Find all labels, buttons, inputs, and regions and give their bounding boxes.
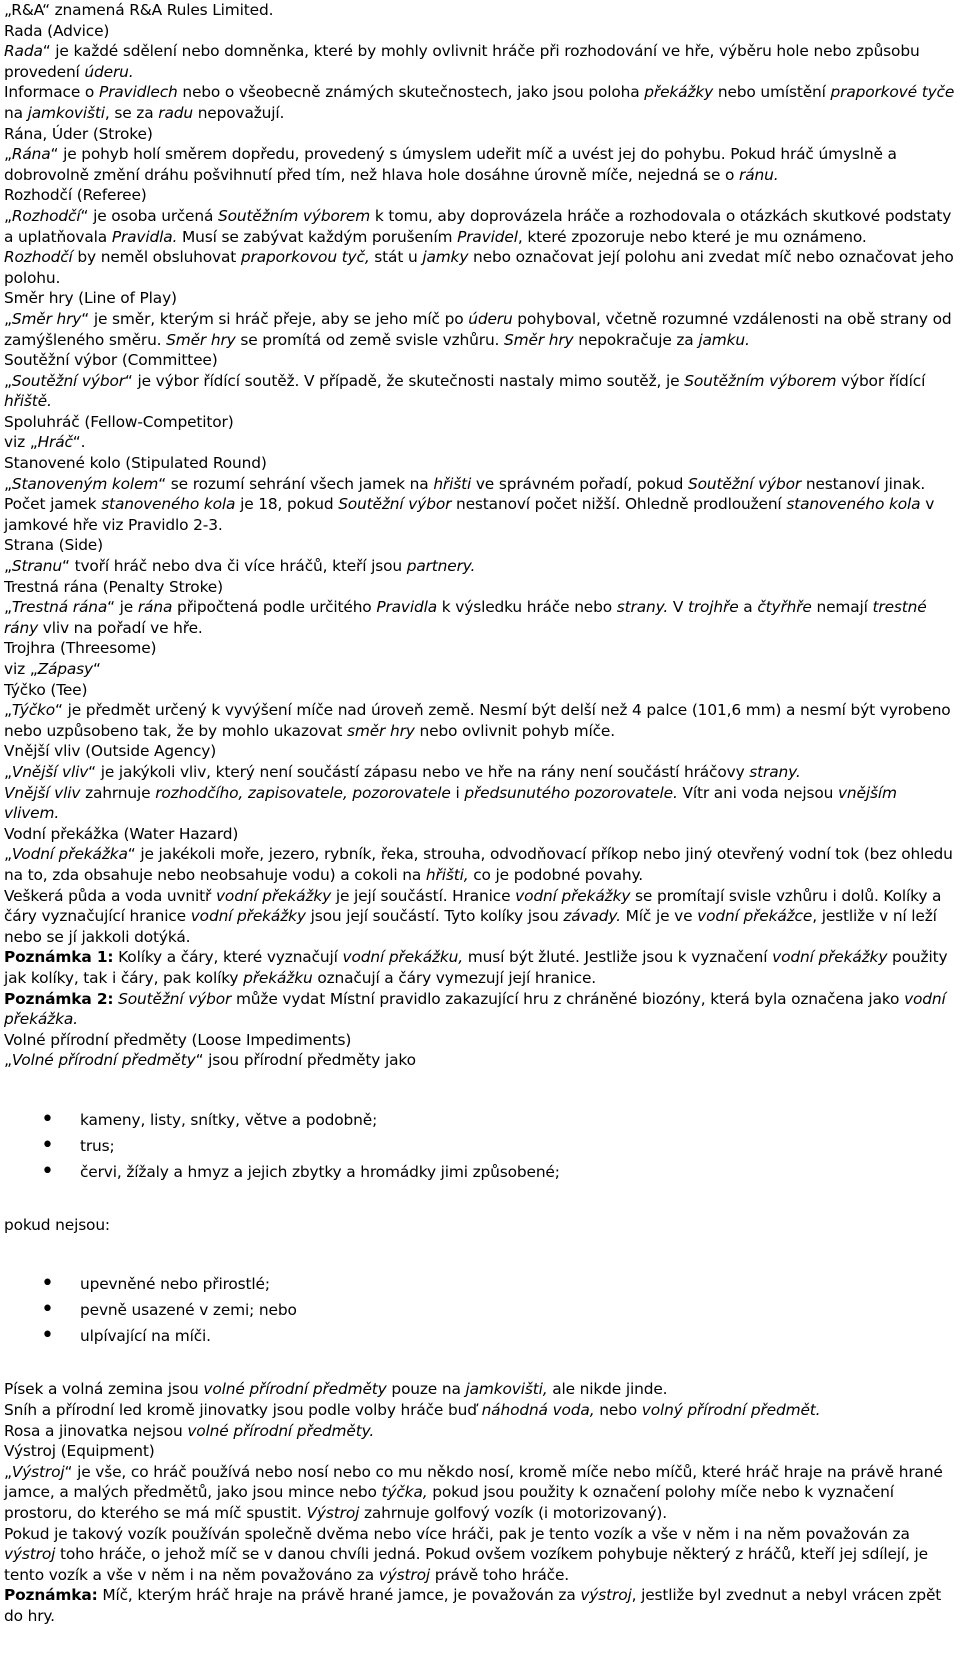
text-run: Rozhodčí (Referee)	[4, 186, 147, 205]
text-run: připočtená podle určitého	[172, 598, 377, 617]
italic-term: týčka,	[381, 1483, 428, 1502]
text-run: Rada (Advice)	[4, 21, 110, 40]
text-run: zahrnuje	[80, 783, 156, 802]
text-run: Vodní překážka (Water Hazard)	[4, 824, 239, 843]
text-run: „	[4, 598, 12, 617]
text-run: Sníh a přírodní led kromě jinovatky jsou podle volby hráče buď	[4, 1401, 482, 1420]
text-run: nepovažují.	[192, 103, 285, 122]
text-run: Míč je ve	[620, 907, 698, 926]
heading-threesome	[4, 638, 956, 659]
side-definition	[4, 556, 956, 577]
text-run: „	[4, 701, 12, 720]
text-run: zahrnuje golfový vozík (i motorizovaný).	[359, 1504, 667, 1523]
text-run: a	[738, 598, 758, 617]
bold-text: Poznámka 2:	[4, 989, 114, 1008]
spacer	[4, 1185, 956, 1215]
text-run: může vydat Místní pravidlo zakazující hru z chráněné biozóny, která byla označena jako	[231, 989, 905, 1008]
italic-term: Rozhodčí	[4, 248, 73, 267]
text-run: „	[4, 371, 12, 390]
text-run: Musí se zabývat každým porušením	[177, 227, 458, 246]
fellow-competitor-definition	[4, 432, 956, 453]
italic-term: Volné přírodní předměty	[11, 1051, 196, 1070]
italic-term: jamku.	[698, 330, 750, 349]
text-run: , jestliže v ní leží nebo se jí jakkoli dotýká.	[4, 907, 937, 946]
text-run: by neměl obsluhovat	[72, 248, 241, 267]
list-item: • ulpívající na míči.	[4, 1323, 956, 1349]
italic-term: Směr hry	[504, 330, 574, 349]
text-run: Volné přírodní předměty (Loose Impediments)	[4, 1030, 352, 1049]
italic-term: Stanoveným kolem	[11, 474, 159, 493]
text-run: nestanoví jinak. Počet jamek	[4, 474, 926, 514]
italic-term: vodní překážky	[190, 907, 306, 926]
italic-term: partnery.	[406, 557, 476, 576]
italic-term: jamkovišti,	[465, 1380, 548, 1399]
italic-term: úderu.	[84, 62, 134, 81]
text-run: „	[4, 557, 12, 576]
text-run: „	[4, 309, 12, 328]
text-run: výbor řídící	[836, 371, 926, 390]
italic-term: Rána	[11, 145, 51, 164]
text-run: „	[4, 1462, 12, 1481]
italic-term: Směr hry	[11, 309, 82, 328]
text-run: , které zpozoruje nebo které je mu oznámeno.	[517, 227, 867, 246]
text-run: , jestliže byl zvednut a nebyl vrácen zpět do hry.	[4, 1586, 942, 1625]
text-run: “ je každé sdělení nebo domněnka, které by mohly ovlivnit hráče při rozhodování ve hře, výběru hole nebo způsobu provedení	[4, 42, 920, 81]
text-run: “ je jakýkoli vliv, který není součástí zápasu nebo ve hře na rány není součástí hráčovy	[88, 762, 750, 781]
list-item: • upevněné nebo přirostlé;	[4, 1271, 956, 1297]
text-run: „	[4, 845, 12, 864]
text-run: “ je směr, kterým si hráč přeje, aby se jeho míč po	[81, 309, 469, 328]
italic-term: úderu	[468, 309, 513, 328]
text-run: v jamkové hře viz Pravidlo 2-3.	[4, 495, 935, 534]
heading-committee	[4, 350, 956, 371]
text-run: označují a čáry vymezují její hranice.	[312, 968, 597, 987]
italic-term: vodní překážky	[515, 886, 631, 905]
italic-term: rána	[137, 598, 173, 617]
list-item: • trus;	[4, 1133, 956, 1159]
text-run: viz „	[4, 660, 38, 678]
loose-impediments-list	[4, 1107, 956, 1185]
heading-water-hazard	[4, 824, 956, 845]
text-run: nebo označovat její polohu ani zvedat míč nebo označovat jeho polohu.	[4, 248, 954, 287]
italic-term: Zápasy	[37, 660, 93, 678]
text-run: k výsledku hráče nebo	[437, 598, 617, 617]
italic-term: rozhodčího, zapisovatele, pozorovatele	[155, 783, 451, 802]
italic-term: Hráč	[37, 433, 73, 452]
text-run: jsou její součástí. Tyto kolíky jsou	[305, 907, 564, 926]
text-run: na	[4, 103, 28, 122]
text-run: i	[450, 783, 465, 802]
spacer	[4, 1071, 956, 1107]
italic-term: jamky	[422, 248, 469, 267]
italic-term: volný přírodní předmět.	[641, 1401, 821, 1420]
text-run: nebo umístění	[713, 83, 831, 102]
text-run: „	[4, 762, 12, 781]
italic-term: Soutěžní výbor	[118, 989, 232, 1008]
list-item: • pevně usazené v zemi; nebo	[4, 1297, 956, 1323]
text-run: nebo o všeobecně známých skutečnostech, jako jsou poloha	[177, 83, 645, 102]
italic-term: Výstroj	[11, 1462, 65, 1481]
heading-referee	[4, 185, 956, 206]
text-run: „R&A“ znamená R&A Rules Limited.	[4, 1, 274, 19]
italic-term: strany.	[749, 762, 801, 781]
text-run: Kolíky a čáry, které vyznačují	[113, 948, 343, 967]
text-run: “ je výbor řídící soutěž. V případě, že skutečnosti nastaly mimo soutěž, je	[124, 371, 685, 390]
italic-term: Pravidlech	[98, 83, 178, 102]
heading-side	[4, 535, 956, 556]
text-run: “ je	[107, 598, 138, 617]
text-run: “ je pohyb holí směrem dopředu, provedený s úmyslem udeřit míč a uvést jej do pohybu. Pokud hráč úmyslně a dobrovolně změní dráhu pošvihnutí před tím, než hlava hole dosáhne úrovně míče, nejedná se o	[4, 145, 897, 184]
text-run: „	[4, 474, 12, 493]
text-run: “ jsou přírodní předměty jako	[195, 1051, 416, 1070]
italic-term: výstroj	[580, 1586, 632, 1605]
text-run: “	[93, 660, 101, 678]
italic-term: hřišti,	[425, 865, 469, 884]
italic-term: Pravidla.	[111, 227, 178, 246]
text-run: nebo ovlivnit pohyb míče.	[414, 721, 615, 740]
loose-impediments-definition	[4, 1050, 956, 1071]
italic-term: Trestná rána	[11, 598, 108, 617]
loose-impediments-snow-note	[4, 1400, 956, 1421]
outside-agency-note	[4, 783, 956, 824]
outside-agency-definition	[4, 762, 956, 783]
text-run: Stanovené kolo (Stipulated Round)	[4, 454, 267, 473]
heading-fellow-competitor	[4, 412, 956, 433]
italic-term: Soutěžní výbor	[688, 474, 802, 493]
text-run: Spoluhráč (Fellow-Competitor)	[4, 412, 234, 431]
text-run: Rosa a jinovatka nejsou	[4, 1421, 188, 1440]
text-run: nestanoví počet nižší. Ohledně prodloužení	[451, 495, 787, 514]
line-of-play-definition	[4, 309, 956, 350]
text-run: je 18, pokud	[235, 495, 339, 514]
text-run: pohyboval, včetně rozumné vzdálenosti na obě strany od zamýšleného směru.	[4, 309, 952, 349]
water-hazard-note-2	[4, 989, 956, 1030]
advice-definition	[4, 41, 956, 82]
text-run: ale nikde jinde.	[547, 1380, 668, 1399]
italic-term: Vodní překážka	[11, 845, 128, 864]
text-run: pouze na	[386, 1380, 466, 1399]
bold-text: Poznámka:	[4, 1586, 98, 1605]
water-hazard-note	[4, 886, 956, 948]
italic-term: praporkové tyče	[830, 83, 955, 102]
italic-term: vodní překážky	[772, 948, 888, 967]
heading-outside-agency	[4, 741, 956, 762]
italic-term: jamkovišti	[27, 103, 105, 122]
italic-term: závady.	[563, 907, 621, 926]
text-run: je její součástí. Hranice	[331, 886, 516, 905]
italic-term: Soutěžním výborem	[684, 371, 837, 390]
text-run: “ je osoba určená	[80, 206, 218, 225]
heading-equipment	[4, 1441, 956, 1462]
rules-definitions-document	[4, 0, 956, 1627]
list-item: • kameny, listy, snítky, větve a podobně;	[4, 1107, 956, 1133]
bold-text: Poznámka 1:	[4, 948, 114, 967]
ra-definition	[4, 0, 956, 21]
italic-term: vnějším vlivem.	[4, 783, 897, 823]
text-run: k tomu, aby doprovázela hráče a rozhodovala o otázkách skutkové podstaty a uplatňovala	[4, 206, 952, 246]
text-run: Strana (Side)	[4, 536, 103, 555]
italic-term: Rozhodčí	[11, 206, 81, 225]
text-run: Veškerá půda a voda uvnitř	[4, 886, 216, 905]
italic-term: vodní překážky	[215, 886, 332, 905]
text-run: “ se rozumí sehrání všech jamek na	[158, 474, 434, 493]
text-run: V	[668, 598, 688, 617]
spacer	[4, 1235, 956, 1271]
text-run: „	[4, 1051, 12, 1070]
heading-advice	[4, 21, 956, 42]
text-run: Informace o	[4, 83, 99, 102]
italic-term: čtyřhře	[757, 598, 812, 617]
italic-term: Rada	[4, 42, 43, 61]
loose-impediments-sand-note	[4, 1379, 956, 1400]
water-hazard-note-1	[4, 947, 956, 988]
text-run: Písek a volná zemina jsou	[4, 1380, 204, 1399]
text-run: Trojhra (Threesome)	[4, 639, 157, 658]
loose-impediments-exceptions-list	[4, 1271, 956, 1349]
text-run: , se za	[104, 103, 159, 122]
italic-term: vodní překážku,	[342, 948, 464, 967]
equipment-definition	[4, 1462, 956, 1524]
water-hazard-definition	[4, 844, 956, 885]
text-run: stát u	[369, 248, 423, 267]
italic-term: Směr hry	[166, 330, 236, 349]
committee-definition	[4, 371, 956, 412]
italic-term: Soutěžním výborem	[218, 206, 371, 225]
italic-term: Pravidla	[376, 598, 438, 617]
text-run: Rána, Úder (Stroke)	[4, 124, 153, 143]
text-run: Trestná rána (Penalty Stroke)	[4, 577, 223, 596]
text-run: nepokračuje za	[573, 330, 699, 349]
italic-term: Soutěžní výbor	[11, 371, 125, 390]
text-run: Vítr ani voda nejsou	[677, 783, 838, 802]
text-run: Míč, kterým hráč hraje na právě hrané jamce, je považován za	[97, 1586, 581, 1605]
italic-term: náhodná voda,	[481, 1401, 595, 1420]
text-run: “ je jakékoli moře, jezero, rybník, řeka, strouha, odvodňovací příkop nebo jiný otevřený vodní tok (bez ohledu na to, zda obsahuje nebo neobsahuje vodu) a cokoli na	[4, 845, 953, 884]
text-run: Soutěžní výbor (Committee)	[4, 351, 218, 370]
italic-term: překážku	[243, 968, 313, 987]
italic-term: trojhře	[687, 598, 739, 617]
equipment-note	[4, 1585, 956, 1626]
italic-term: směr hry	[347, 721, 415, 740]
text-run: co je podobné povahy.	[468, 865, 643, 884]
threesome-definition	[4, 659, 956, 680]
advice-note	[4, 82, 956, 123]
list-item: • červi, žížaly a hmyz a jejich zbytky a hromádky jimi způsobené;	[4, 1159, 956, 1185]
italic-term: Vnější vliv	[4, 783, 81, 802]
text-run: Týčko (Tee)	[4, 680, 88, 699]
text-run: použity jak kolíky, tak i čáry, pak kolíky	[4, 948, 948, 987]
referee-note	[4, 247, 956, 288]
italic-term: výstroj	[4, 1545, 56, 1564]
text-run: “ tvoří hráč nebo dva či více hráčů, kteří jsou	[62, 557, 407, 576]
text-run: “ je předmět určený k vyvýšení míče nad úroveň země. Nesmí být delší než 4 palce (101,6 mm) a nesmí být vyrobeno nebo uzpůsobeno tak, že by mohlo ukazovat	[4, 701, 951, 740]
heading-stroke	[4, 124, 956, 145]
italic-term: ránu.	[739, 165, 779, 184]
heading-loose-impediments	[4, 1030, 956, 1051]
text-run: “ je vše, co hráč používá nebo nosí nebo co mu někdo nosí, kromě míče nebo míčů, které hráč hraje na právě hrané jamce, a malých předmětů, jako jsou mince nebo	[4, 1462, 943, 1502]
heading-line-of-play	[4, 288, 956, 309]
text-run: „	[4, 145, 12, 164]
text-run: se promítá od země svisle vzhůru.	[235, 330, 505, 349]
text-run: nebo	[594, 1401, 642, 1420]
italic-term: hřišti	[433, 474, 472, 493]
text-run: ve správném pořadí, pokud	[471, 474, 688, 493]
italic-term: radu	[158, 103, 193, 122]
loose-impediments-unless	[4, 1215, 956, 1236]
italic-term: výstroj	[378, 1565, 430, 1584]
text-run: musí být žluté. Jestliže jsou k vyznačení	[463, 948, 773, 967]
text-run: Výstroj (Equipment)	[4, 1442, 155, 1461]
loose-impediments-dew-note	[4, 1421, 956, 1442]
heading-stipulated-round	[4, 453, 956, 474]
italic-term: stanoveného kola	[101, 495, 236, 514]
heading-tee	[4, 680, 956, 701]
text-run: Vnější vliv (Outside Agency)	[4, 742, 217, 761]
text-run: viz „	[4, 433, 38, 452]
stipulated-round-definition	[4, 474, 956, 536]
text-run: pokud nejsou:	[4, 1215, 110, 1234]
text-run: právě toho hráče.	[429, 1565, 570, 1584]
italic-term: trestné rány	[4, 598, 927, 637]
italic-term: Pravidel	[457, 227, 518, 246]
text-run: se promítají svisle vzhůru i dolů. Kolíky a čáry vyznačující hranice	[4, 886, 942, 926]
italic-term: předsunutého pozorovatele.	[464, 783, 678, 802]
italic-term: volné přírodní předměty	[203, 1380, 387, 1399]
italic-term: praporkovou tyč,	[240, 248, 370, 267]
text-run: Pokud je takový vozík používán společně dvěma nebo více hráči, pak je tento vozík a vše v něm i na něm považován za	[4, 1524, 910, 1543]
referee-definition	[4, 206, 956, 247]
penalty-stroke-definition	[4, 597, 956, 638]
italic-term: Soutěžní výbor	[338, 495, 452, 514]
stroke-definition	[4, 144, 956, 185]
italic-term: překážky	[644, 83, 714, 102]
text-run: “.	[72, 433, 86, 452]
spacer	[4, 1349, 956, 1379]
tee-definition	[4, 700, 956, 741]
text-run: pokud jsou použity k označení polohy míče nebo k vyznačení prostoru, do kterého se má míč spustit.	[4, 1483, 894, 1523]
italic-term: Týčko	[11, 701, 56, 720]
text-run: toho hráče, o jehož míč se v danou chvíli jedná. Pokud ovšem vozíkem pohybuje některý z hráčů, kteří jej sdílejí, je tento vozík a vše v něm i na něm považováno za	[4, 1545, 928, 1584]
italic-term: strany.	[616, 598, 669, 617]
italic-term: stanoveného kola	[786, 495, 921, 514]
text-run: vliv na pořadí ve hře.	[38, 618, 203, 637]
text-run: Směr hry (Line of Play)	[4, 289, 177, 308]
text-run: nemají	[811, 598, 873, 617]
heading-penalty-stroke	[4, 577, 956, 598]
italic-term: volné přírodní předměty.	[187, 1421, 375, 1440]
text-run: „	[4, 206, 12, 225]
italic-term: vodní překážka.	[4, 989, 946, 1029]
italic-term: Stranu	[11, 557, 62, 576]
italic-term: hřiště.	[4, 392, 52, 411]
italic-term: Vnější vliv	[11, 762, 89, 781]
italic-term: vodní překážce	[697, 907, 813, 926]
italic-term: Výstroj	[306, 1504, 360, 1523]
equipment-cart-note	[4, 1524, 956, 1586]
